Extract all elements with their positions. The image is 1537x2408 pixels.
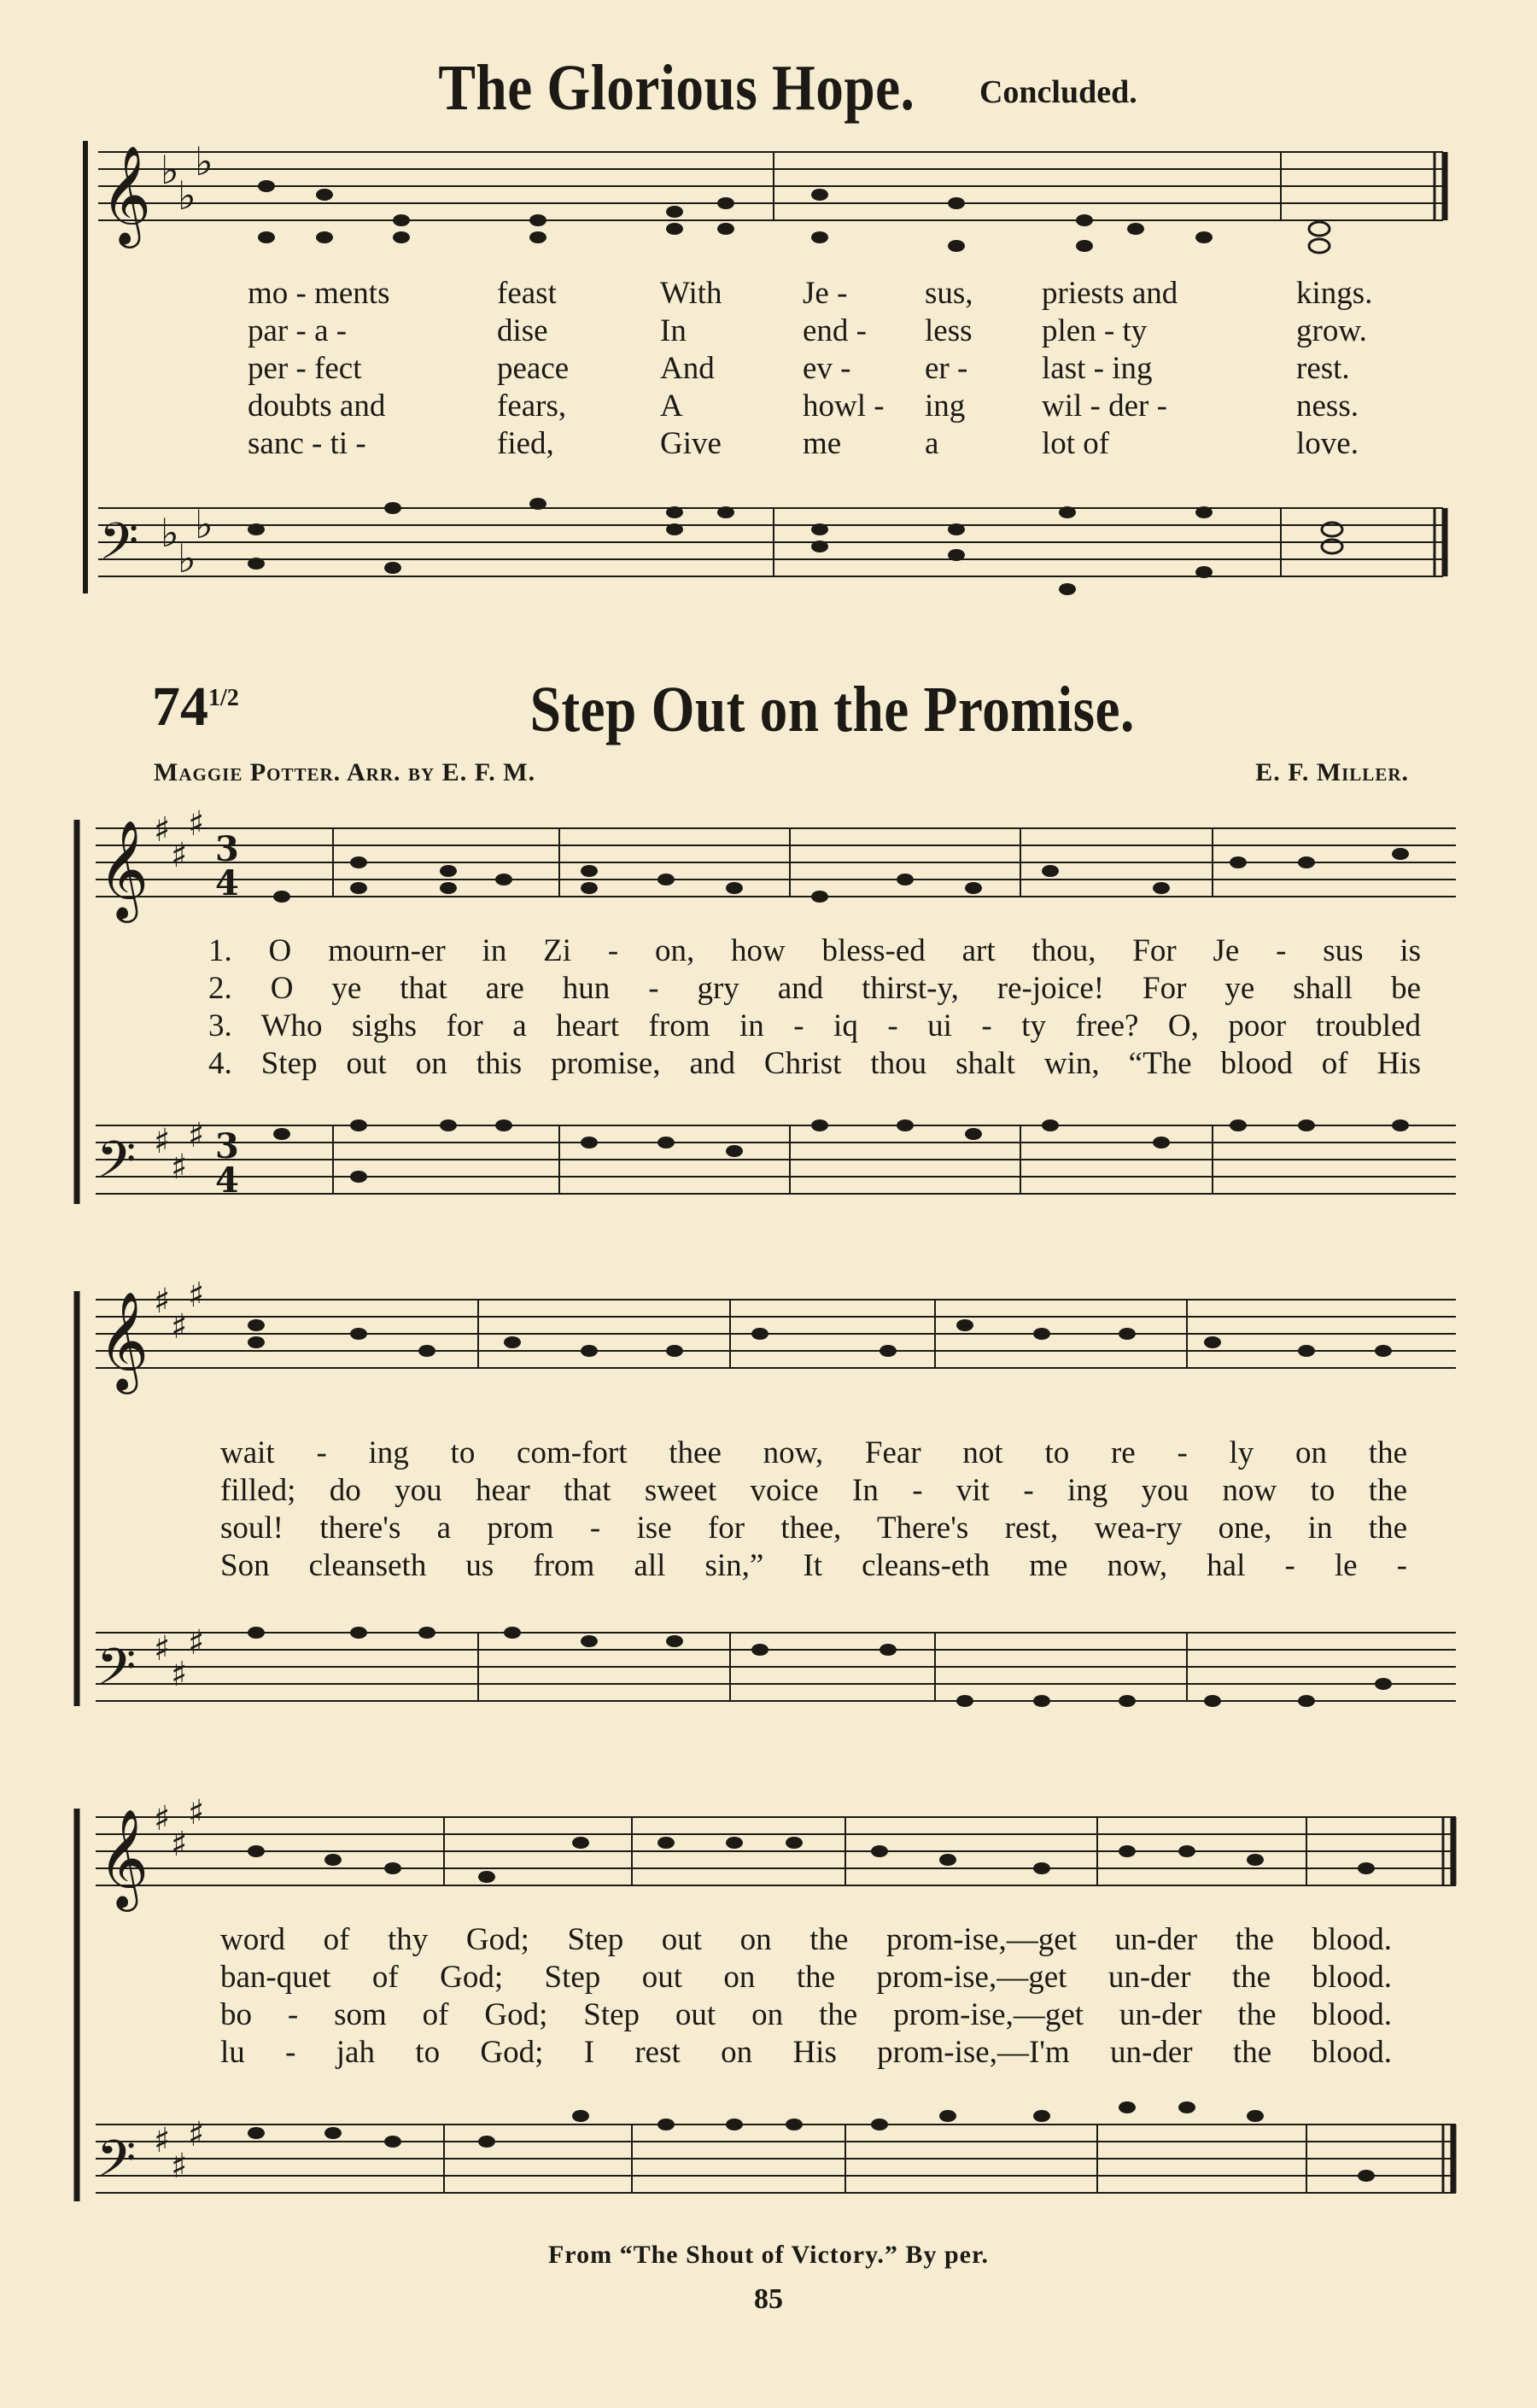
svg-text:♯: ♯: [171, 1307, 188, 1347]
svg-text:♯: ♯: [188, 1276, 205, 1315]
svg-text:♯: ♯: [188, 1623, 205, 1663]
hymn2-lyric-row: 4. Step out on this promise, and Christ thou shalt win, “The blood of His: [208, 1046, 1421, 1081]
svg-text:♭: ♭: [178, 172, 196, 219]
hymn2-heading: [128, 673, 1537, 747]
svg-text:♭: ♭: [161, 510, 179, 556]
hymn2-lyric-row: 3. Who sighs for a heart from in - iq - ui - ty free? O, poor troubled: [208, 1008, 1421, 1043]
hymn1-lyric-row: par - a - dise In end - less plen - ty grow.: [248, 313, 1367, 348]
hymn2-lyric-row: ban-quet of God; Step out on the prom-ise,—get un-der the blood.: [220, 1960, 1392, 1995]
hymn2-lyric-row: word of thy God; Step out on the prom-ise,—get un-der the blood.: [220, 1922, 1392, 1957]
svg-text:♭: ♭: [178, 535, 196, 582]
hymn1-subtitle: Concluded.: [979, 74, 1137, 110]
svg-text:4: 4: [215, 863, 239, 903]
hymn1-lyric-row: per - fect peace And ev - er - last - ing rest.: [248, 351, 1350, 386]
svg-text:♯: ♯: [188, 1116, 205, 1155]
hymn1-lyric-row: mo - ments feast With Je - sus, priests and kings.: [248, 276, 1373, 311]
hymn2-lyric-row: bo - som of God; Step out on the prom-ise,—get un-der the blood.: [220, 1997, 1392, 2032]
svg-text:♯: ♯: [154, 1799, 171, 1838]
svg-text:♯: ♯: [154, 1629, 171, 1669]
svg-text:♯: ♯: [171, 1655, 188, 1694]
hymn1-treble-clef-icon: [101, 144, 151, 248]
page-number: 85: [754, 2283, 783, 2315]
hymn2-credit-composer: E. F. Miller.: [1255, 758, 1409, 786]
svg-text:♭: ♭: [195, 501, 213, 547]
svg-text:♯: ♯: [171, 1825, 188, 1864]
svg-text:3: 3: [215, 829, 239, 869]
svg-text:♯: ♯: [188, 804, 205, 844]
hymn2-lyric-row: wait - ing to com-fort thee now, Fear not to re - ly on the: [220, 1435, 1407, 1470]
hymn2-bass-clef-icon: 𝄢: [96, 1637, 137, 1709]
hymn1-heading: [0, 51, 1537, 126]
svg-text:♯: ♯: [154, 2121, 171, 2160]
svg-text:3: 3: [215, 1126, 239, 1166]
hymn2-title: Step Out on the Promise.: [529, 674, 1136, 745]
hymn1-bass-clef-icon: [99, 511, 138, 583]
hymn1-title: The Glorious Hope.: [438, 52, 915, 124]
hymn2-bass-clef-icon: 𝄢: [96, 2129, 137, 2201]
hymn1-bass-staff: [98, 508, 1443, 576]
svg-text:♭: ♭: [195, 138, 213, 184]
hymn2-lyric-row: 1. O mourn-er in Zi - on, how bless-ed art thou, For Je - sus is: [208, 933, 1421, 968]
source-credit: From “The Shout of Victory.” By per.: [547, 2241, 989, 2269]
hymn2-lyric-row: 2. O ye that are hun - gry and thirst-y, re-joice! For ye shall be: [208, 971, 1421, 1006]
hymn1-lyric-row: doubts and fears, A howl - ing wil - der - ness.: [248, 389, 1359, 424]
svg-text:♭: ♭: [161, 147, 179, 193]
hymn2-credit-lyricist: Maggie Potter. Arr. by E. F. M.: [154, 758, 536, 786]
svg-text:♯: ♯: [188, 2115, 205, 2154]
svg-text:4: 4: [215, 1160, 239, 1201]
hymn2-lyric-row: filled; do you hear that sweet voice In - vit - ing you now to the: [220, 1473, 1407, 1508]
svg-text:𝄞: 𝄞: [101, 144, 152, 244]
hymn2-lyric-row: lu - jah to God; I rest on His prom-ise,—I'm un-der the blood.: [220, 2035, 1392, 2070]
hymn2-treble-clef-icon: 𝄞: [98, 1808, 149, 1908]
svg-text:♯: ♯: [154, 1122, 171, 1161]
hymn2-treble-clef-icon: 𝄞: [98, 819, 149, 919]
svg-text:♯: ♯: [171, 2147, 188, 2186]
hymn2-lyric-row: Son cleanseth us from all sin,” It cleans-eth me now, hal - le -: [220, 1548, 1407, 1583]
hymn2-key-signature-icon: [154, 804, 204, 2186]
svg-text:♯: ♯: [171, 836, 188, 875]
hymn1-lyric-row: sanc - ti - fied, Give me a lot of love.: [248, 426, 1359, 461]
svg-text:♯: ♯: [188, 1793, 205, 1832]
svg-text:𝄢: 𝄢: [99, 511, 139, 583]
svg-text:♯: ♯: [171, 1148, 188, 1187]
hymn2-number: $74^{1/2}$: [152, 675, 239, 738]
svg-text:♯: ♯: [154, 810, 171, 850]
hymn2-bass-clef-icon: 𝄢: [96, 1130, 137, 1201]
svg-text:♯: ♯: [154, 1282, 171, 1321]
hymn1-treble-staff: [98, 152, 1443, 220]
hymn2-treble-clef-icon: 𝄞: [98, 1290, 149, 1390]
hymn2-lyric-row: soul! there's a prom - ise for thee, There's rest, wea-ry one, in the: [220, 1511, 1407, 1546]
